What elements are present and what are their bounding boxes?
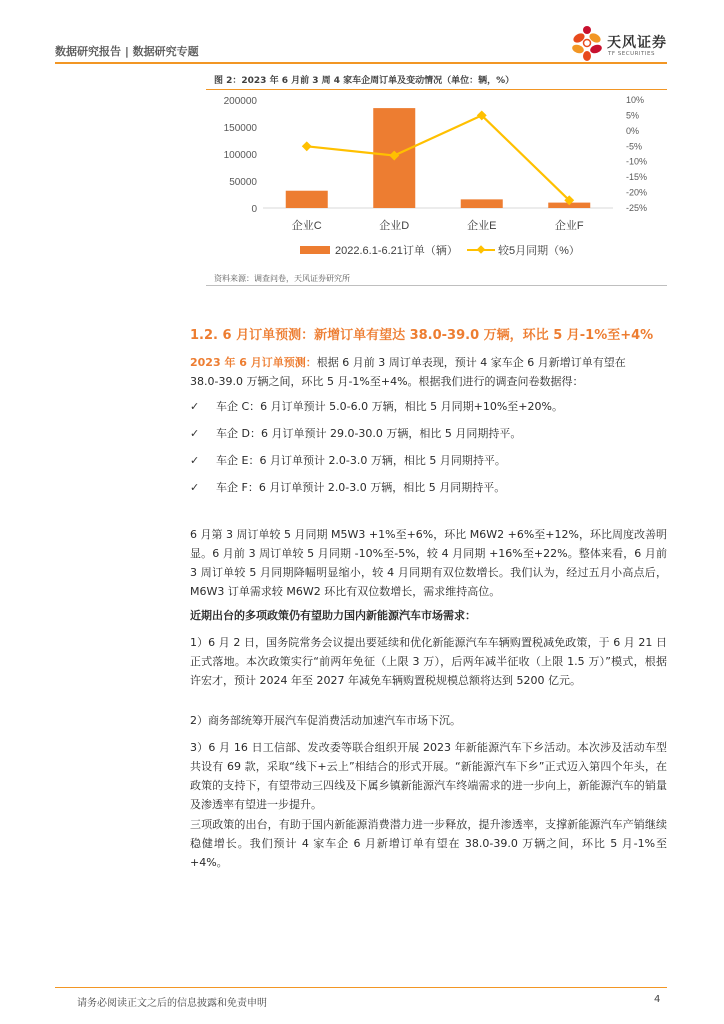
check-icon: ✓ bbox=[190, 427, 200, 440]
x-tick-label: 企业D bbox=[379, 220, 410, 232]
list-item bbox=[190, 424, 521, 443]
y-left-tick-label: 150000 bbox=[223, 123, 257, 134]
line-point bbox=[302, 141, 312, 151]
list-item-text: 车企 F：6 月订单预计 2.0-3.0 万辆，相比 5 月同期持平。 bbox=[216, 481, 506, 494]
x-tick-label: 企业E bbox=[467, 220, 497, 232]
y-left-tick-label: 0 bbox=[251, 204, 257, 215]
brand-logo bbox=[569, 24, 679, 64]
policy-item-2: 2）商务部统筹开展汽车促消费活动加速汽车市场下沉。 bbox=[190, 714, 461, 727]
footer-disclaimer: 请务必阅读正文之后的信息披露和免责申明 bbox=[77, 998, 267, 1009]
x-tick-label: 企业C bbox=[291, 220, 322, 232]
y-right-tick-label: -20% bbox=[626, 187, 648, 198]
brand-name: 天风证券 bbox=[607, 35, 667, 51]
report-category: 数据研究报告 | 数据研究专题 bbox=[55, 45, 199, 58]
y-left-tick-label: 100000 bbox=[223, 150, 257, 161]
list-item-text: 车企 C：6 月订单预计 5.0-6.0 万辆，相比 5 月同期+10%至+20%。 bbox=[216, 400, 563, 413]
y-right-tick-label: -25% bbox=[626, 203, 648, 213]
legend-line-label: 较5月同期（%） bbox=[498, 245, 580, 257]
y-right-tick-label: -10% bbox=[626, 156, 648, 167]
header-divider bbox=[55, 62, 667, 64]
list-item-text: 车企 E：6 月订单预计 2.0-3.0 万辆，相比 5 月同期持平。 bbox=[216, 454, 506, 467]
y-right-tick-label: -5% bbox=[626, 141, 643, 152]
figure-source: 资料来源：调查问卷，天风证券研究所 bbox=[214, 274, 350, 283]
legend-bar-label: 2022.6.1-6.21订单（辆） bbox=[335, 245, 458, 257]
y-right-tick-label: 5% bbox=[626, 110, 640, 121]
forecast-intro-text: 根据 6 月前 3 周订单表现，预计 4 家车企 6 月新增订单有望在 bbox=[316, 356, 626, 369]
y-left-tick-label: 200000 bbox=[223, 96, 257, 107]
legend-line-marker bbox=[477, 245, 485, 253]
weekly-analysis-paragraph: 6 月第 3 周订单较 5 月同期 M5W3 +1%至+6%，环比 M6W2 +6%至+12%，环比周度改善明显。6 月前 3 周订单较 5 月同期 -10%至-5%，较 4 月同期 +16%至+22%。整体来看，6 月前 3 周订单较 5 月同期降幅明显缩小，较 4 月同期有双位数增长。我们认为，经过五月小高点后，M6W3 订单需求较 M6W2 环比有双位数增长，需求维持高位。 bbox=[190, 528, 667, 598]
policy-heading: 近期出台的多项政策仍有望助力国内新能源汽车市场需求： bbox=[190, 609, 476, 622]
y-left-tick-label: 50000 bbox=[229, 177, 257, 188]
x-tick-label: 企业F bbox=[554, 220, 584, 232]
orders-chart bbox=[206, 90, 667, 272]
page-number: 4 bbox=[654, 994, 661, 1005]
y-right-tick-label: -15% bbox=[626, 172, 648, 183]
series-line bbox=[307, 115, 570, 200]
forecast-intro-text-2: 38.0-39.0 万辆之间，环比 5 月-1%至+4%。根据我们进行的调查问卷数据得： bbox=[190, 375, 584, 388]
forecast-intro bbox=[190, 353, 667, 391]
bar-mark bbox=[286, 191, 328, 208]
check-icon: ✓ bbox=[190, 454, 200, 467]
flower-logo-icon bbox=[569, 24, 605, 62]
brand-subtitle: TF SECURITIES bbox=[608, 51, 655, 57]
check-icon: ✓ bbox=[190, 481, 200, 494]
conclusion-paragraph: 三项政策的出台，有助于国内新能源消费潜力进一步释放，提升渗透率，支撑新能源汽车产销继续稳健增长。我们预计 4 家车企 6 月新增订单有望在 38.0-39.0 万辆之间，环比 5 月-1%至+4%。 bbox=[190, 818, 667, 869]
list-item bbox=[190, 478, 505, 497]
bar-mark bbox=[461, 199, 503, 208]
section-title: 1.2. 6 月订单预测：新增订单有望达 38.0-39.0 万辆，环比 5 月-1%至+4% bbox=[190, 328, 654, 343]
list-item bbox=[190, 397, 563, 416]
policy-item-3: 3）6 月 16 日工信部、发改委等联合组织开展 2023 年新能源汽车下乡活动。本次涉及活动车型共设有 69 款，采取“线下+云上”相结合的形式开展。“新能源汽车下乡”正式迈入第四个年头，在政策的支持下，有望带动三四线及下属乡镇新能源汽车终端需求的进一步向上，新能源汽车的销量及渗透率有望进一步提升。 bbox=[190, 741, 667, 811]
footer-divider bbox=[55, 987, 667, 988]
legend-bar-swatch bbox=[300, 246, 330, 254]
check-icon: ✓ bbox=[190, 400, 200, 413]
list-item-text: 车企 D：6 月订单预计 29.0-30.0 万辆，相比 5 月同期持平。 bbox=[216, 427, 522, 440]
figure-bottom-divider bbox=[206, 285, 667, 286]
figure-title: 图 2：2023 年 6 月前 3 周 4 家车企周订单及变动情况（单位：辆，%） bbox=[214, 76, 515, 86]
y-right-tick-label: 10% bbox=[626, 95, 645, 105]
list-item bbox=[190, 451, 506, 470]
y-right-tick-label: 0% bbox=[626, 125, 640, 136]
policy-item-1: 1）6 月 2 日，国务院常务会议提出要延续和优化新能源汽车车辆购置税减免政策，于 6 月 21 日正式落地。本次政策实行“前两年免征（上限 3 万），后两年减半征收（上限 1.5 万）”模式，根据许宏才，预计 2024 年至 2027 年减免车辆购置税规模总额将达到 5200 亿元。 bbox=[190, 636, 667, 687]
forecast-intro-label: 2023 年 6 月订单预测： bbox=[190, 356, 317, 369]
